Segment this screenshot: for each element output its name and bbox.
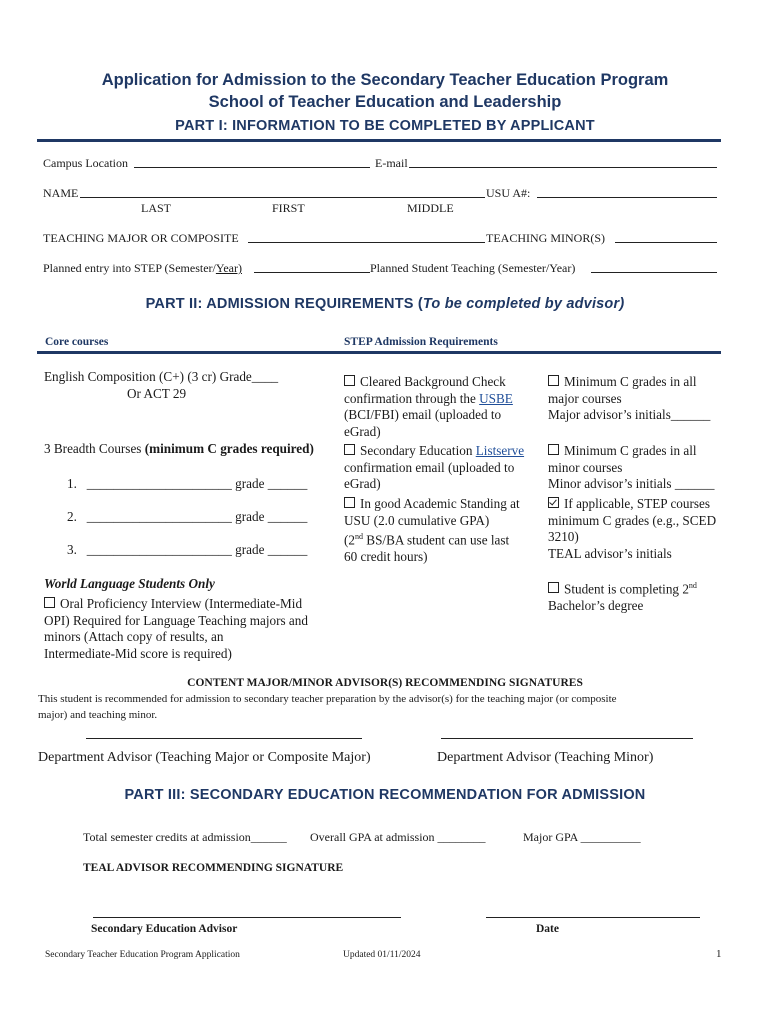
dept-minor-caption: Department Advisor (Teaching Minor)	[437, 750, 654, 765]
or-act-text: Or ACT 29	[127, 386, 187, 401]
usbe-link[interactable]: USBE	[479, 390, 513, 406]
sec-advisor-signature-line[interactable]	[93, 917, 401, 918]
teaching-minor-field[interactable]	[615, 242, 717, 243]
listserve-link[interactable]: Listserve	[475, 443, 525, 458]
usu-a-field[interactable]	[537, 197, 717, 198]
sec-advisor-caption: Secondary Education Advisor	[91, 923, 238, 935]
date-caption: Date	[536, 923, 559, 935]
date-signature-line[interactable]	[486, 917, 700, 918]
min-minor-grades-checkbox[interactable]	[548, 444, 559, 455]
teal-signature-heading: TEAL ADVISOR RECOMMENDING SIGNATURE	[83, 862, 344, 874]
last-name-caption: LAST	[141, 201, 171, 215]
academic-standing-item[interactable]: In good Academic Standing at USU (2.0 cumulative GPA) (2nd BS/BA student can use last 60 credit hours)	[344, 496, 520, 565]
middle-name-caption: MIDDLE	[407, 201, 454, 215]
breadth-courses-label: 3 Breadth Courses (minimum C grades required)	[44, 441, 314, 456]
teaching-major-label: TEACHING MAJOR OR COMPOSITE	[43, 231, 239, 245]
first-name-caption: FIRST	[272, 201, 305, 215]
usu-a-label: USU A#:	[486, 186, 531, 200]
part3-heading: PART III: SECONDARY EDUCATION RECOMMENDATION FOR ADMISSION	[124, 787, 646, 803]
part2-divider	[37, 351, 721, 354]
footer-program-name: Secondary Teacher Education Program Application	[45, 950, 240, 960]
listserve-checkbox[interactable]	[344, 444, 355, 455]
min-major-grades-item[interactable]: Minimum C grades in all major courses Major advisor’s initials______	[548, 374, 711, 423]
dept-minor-signature-line[interactable]	[441, 738, 693, 739]
opi-checkbox[interactable]	[44, 597, 55, 608]
step-requirements-header: STEP Admission Requirements	[344, 336, 498, 348]
advisor-signatures-heading: CONTENT MAJOR/MINOR ADVISOR(S) RECOMMENDING SIGNATURES	[187, 677, 583, 689]
page-number: 1	[716, 948, 722, 960]
dept-major-caption: Department Advisor (Teaching Major or Composite Major)	[38, 750, 371, 765]
name-field[interactable]	[80, 197, 485, 198]
campus-location-field[interactable]	[134, 167, 370, 168]
breadth-course-1[interactable]: 1. ______________________ grade ______	[67, 476, 308, 491]
background-check-item[interactable]: Cleared Background Check confirmation through the USBE (BCI/FBI) email (uploaded to eGrad)	[344, 374, 513, 439]
second-bachelor-item[interactable]: Student is completing 2nd Bachelor’s degree	[548, 581, 697, 613]
major-gpa-field[interactable]: Major GPA __________	[523, 830, 641, 844]
background-check-checkbox[interactable]	[344, 375, 355, 386]
email-label: E-mail	[375, 156, 408, 170]
part1-heading: PART I: INFORMATION TO BE COMPLETED BY APPLICANT	[175, 118, 595, 134]
planned-entry-field[interactable]	[254, 272, 370, 273]
listserve-item[interactable]: Secondary Education Listserve confirmation email (uploaded to eGrad)	[344, 443, 525, 492]
part1-divider	[37, 139, 721, 142]
world-language-heading: World Language Students Only	[44, 576, 215, 591]
min-major-grades-checkbox[interactable]	[548, 375, 559, 386]
step-courses-item[interactable]: If applicable, STEP courses minimum C grades (e.g., SCED 3210) TEAL advisor’s initials	[548, 496, 717, 561]
core-courses-header: Core courses	[45, 336, 109, 348]
teaching-major-field[interactable]	[248, 242, 485, 243]
breadth-course-2[interactable]: 2. ______________________ grade ______	[67, 509, 308, 524]
planned-teaching-field[interactable]	[591, 272, 717, 273]
teaching-minor-label: TEACHING MINOR(S)	[486, 231, 605, 245]
total-credits-field[interactable]: Total semester credits at admission______	[83, 830, 287, 844]
dept-major-signature-line[interactable]	[86, 738, 362, 739]
campus-location-label: Campus Location	[43, 156, 128, 170]
email-field[interactable]	[409, 167, 717, 168]
opi-checkbox-block[interactable]: Oral Proficiency Interview (Intermediate-Mid OPI) Required for Language Teaching majors and minors (Attach copy of results, an Intermediate-Mid score is required)	[44, 596, 308, 661]
step-courses-checkbox[interactable]	[548, 497, 559, 508]
planned-teaching-label: Planned Student Teaching (Semester/Year)	[370, 261, 576, 275]
part2-heading: PART II: ADMISSION REQUIREMENTS (To be completed by advisor)	[145, 296, 625, 312]
academic-standing-checkbox[interactable]	[344, 497, 355, 508]
planned-entry-label: Planned entry into STEP (Semester/Year)	[43, 261, 242, 275]
overall-gpa-field[interactable]: Overall GPA at admission ________	[310, 830, 486, 844]
form-title: Application for Admission to the Secondary Teacher Education Program	[101, 71, 669, 89]
recommendation-text: This student is recommended for admission to secondary teacher preparation by the advisor(s) for the teaching major (or composite major) and teaching minor.	[38, 693, 617, 721]
breadth-course-3[interactable]: 3. ______________________ grade ______	[67, 542, 308, 557]
name-label: NAME	[43, 186, 79, 200]
second-bachelor-checkbox[interactable]	[548, 582, 559, 593]
min-minor-grades-item[interactable]: Minimum C grades in all minor courses Minor advisor’s initials ______	[548, 443, 715, 492]
footer-updated-date: Updated 01/11/2024	[343, 950, 421, 960]
school-name: School of Teacher Education and Leadership	[208, 93, 562, 111]
english-comp-grade[interactable]: English Composition (C+) (3 cr) Grade____	[44, 369, 279, 384]
